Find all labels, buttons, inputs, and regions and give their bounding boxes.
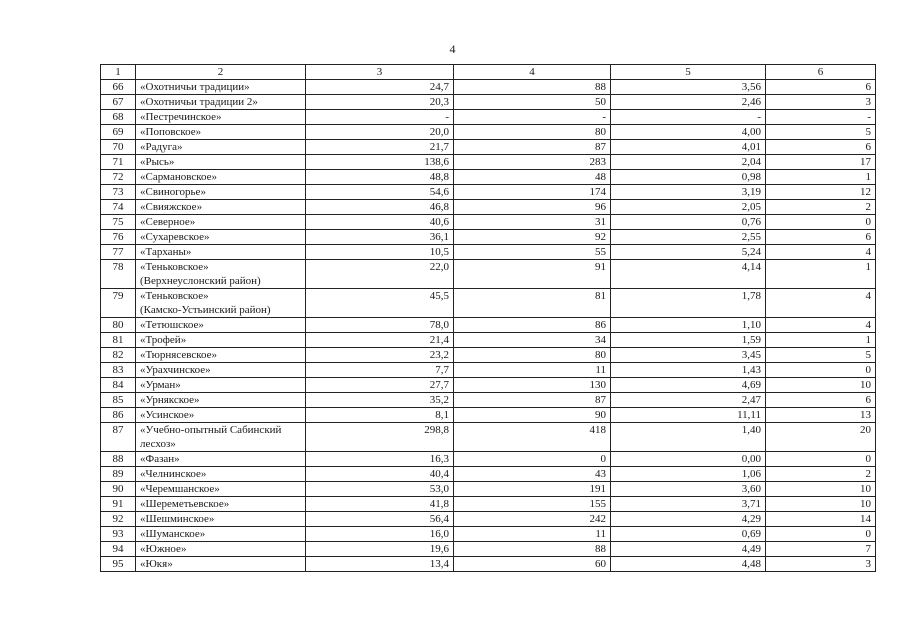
count-cell: 283 (454, 155, 611, 170)
density-cell: 1,43 (611, 363, 766, 378)
table-row (101, 363, 876, 378)
table-row (101, 467, 876, 482)
area-cell: 56,4 (306, 512, 454, 527)
area-cell: 78,0 (306, 318, 454, 333)
density-cell: 4,48 (611, 557, 766, 572)
count-cell: 0 (454, 452, 611, 467)
area-cell: 41,8 (306, 497, 454, 512)
table-row (101, 348, 876, 363)
density-cell: 0,98 (611, 170, 766, 185)
area-cell: 23,2 (306, 348, 454, 363)
hunting-ground-name-cell (136, 80, 306, 95)
area-cell: 53,0 (306, 482, 454, 497)
area-cell: 7,7 (306, 363, 454, 378)
count-cell: 48 (454, 170, 611, 185)
hunting-ground-name-cell (136, 318, 306, 333)
hunting-ground-name-cell (136, 393, 306, 408)
table-row (101, 125, 876, 140)
density-cell: 1,59 (611, 333, 766, 348)
density-cell: 4,01 (611, 140, 766, 155)
name-line: «Урнякское» (140, 394, 200, 406)
quota-cell: 10 (766, 482, 876, 497)
row-number-cell: 67 (101, 95, 136, 110)
row-number-cell: 78 (101, 260, 136, 289)
row-number-cell: 90 (101, 482, 136, 497)
hunting-ground-name-cell (136, 170, 306, 185)
count-cell: 242 (454, 512, 611, 527)
hunting-ground-name-cell (136, 482, 306, 497)
count-cell: 191 (454, 482, 611, 497)
name-line: «Сухаревское» (140, 231, 210, 243)
density-cell: 2,46 (611, 95, 766, 110)
table-body (101, 80, 876, 572)
name-line-continuation: (Камско-Устьинский район) (140, 304, 271, 316)
row-number-cell: 95 (101, 557, 136, 572)
quota-cell: 6 (766, 393, 876, 408)
count-cell: 92 (454, 230, 611, 245)
hunting-ground-name-cell (136, 423, 306, 452)
column-header: 6 (766, 65, 876, 80)
name-line: «Черемшанское» (140, 483, 220, 495)
count-cell: 34 (454, 333, 611, 348)
name-line: «Свияжское» (140, 201, 203, 213)
density-cell: 0,76 (611, 215, 766, 230)
quota-cell: 0 (766, 363, 876, 378)
hunting-ground-name-cell (136, 408, 306, 423)
area-cell: 21,7 (306, 140, 454, 155)
density-cell: 4,69 (611, 378, 766, 393)
table-row (101, 80, 876, 95)
name-line: «Юкя» (140, 558, 173, 570)
name-line: «Челнинское» (140, 468, 207, 480)
name-line: «Поповское» (140, 126, 202, 138)
table-row (101, 333, 876, 348)
table-row (101, 245, 876, 260)
count-cell: 90 (454, 408, 611, 423)
area-cell: 40,4 (306, 467, 454, 482)
density-cell: 3,19 (611, 185, 766, 200)
density-cell: 0,69 (611, 527, 766, 542)
density-cell: 1,06 (611, 467, 766, 482)
count-cell: 60 (454, 557, 611, 572)
quota-cell: 7 (766, 542, 876, 557)
area-cell: 21,4 (306, 333, 454, 348)
hunting-ground-name-cell (136, 215, 306, 230)
density-cell: 4,00 (611, 125, 766, 140)
hunting-ground-name-cell (136, 467, 306, 482)
density-cell: 11,11 (611, 408, 766, 423)
hunting-ground-name-cell (136, 557, 306, 572)
name-line: «Учебно-опытный Сабинский (140, 424, 282, 436)
name-line: «Шереметьевское» (140, 498, 230, 510)
hunting-ground-name-cell (136, 452, 306, 467)
count-cell: 130 (454, 378, 611, 393)
count-cell: 418 (454, 423, 611, 452)
table-header-row (101, 65, 876, 80)
area-cell: 46,8 (306, 200, 454, 215)
row-number-cell: 83 (101, 363, 136, 378)
quota-cell: 2 (766, 200, 876, 215)
area-cell: 27,7 (306, 378, 454, 393)
column-header: 2 (136, 65, 306, 80)
area-cell: 19,6 (306, 542, 454, 557)
table-row (101, 318, 876, 333)
row-number-cell: 89 (101, 467, 136, 482)
row-number-cell: 75 (101, 215, 136, 230)
name-line: «Северное» (140, 216, 196, 228)
name-line: «Трофей» (140, 334, 187, 346)
table-row (101, 542, 876, 557)
count-cell: 50 (454, 95, 611, 110)
hunting-ground-name-cell (136, 125, 306, 140)
count-cell: 86 (454, 318, 611, 333)
count-cell: 31 (454, 215, 611, 230)
hunting-ground-name-cell (136, 110, 306, 125)
area-cell: 8,1 (306, 408, 454, 423)
quota-cell: 0 (766, 215, 876, 230)
row-number-cell: 92 (101, 512, 136, 527)
row-number-cell: 71 (101, 155, 136, 170)
name-line: «Шуманское» (140, 528, 206, 540)
table-row (101, 408, 876, 423)
name-line: «Охотничьи традиции 2» (140, 96, 258, 108)
area-cell: 36,1 (306, 230, 454, 245)
density-cell: 5,24 (611, 245, 766, 260)
quota-cell: 5 (766, 125, 876, 140)
hunting-ground-name-cell (136, 542, 306, 557)
hunting-ground-name-cell (136, 140, 306, 155)
hunting-ground-name-cell (136, 95, 306, 110)
name-line: «Рысь» (140, 156, 175, 168)
hunting-ground-name-cell (136, 512, 306, 527)
area-cell: 20,0 (306, 125, 454, 140)
name-line: «Сармановское» (140, 171, 218, 183)
quota-cell: 14 (766, 512, 876, 527)
count-cell: 174 (454, 185, 611, 200)
name-line: «Охотничьи традиции» (140, 81, 250, 93)
area-cell: 16,0 (306, 527, 454, 542)
quota-cell: 10 (766, 497, 876, 512)
area-cell: 10,5 (306, 245, 454, 260)
count-cell: 80 (454, 348, 611, 363)
table-row (101, 482, 876, 497)
count-cell: 43 (454, 467, 611, 482)
quota-cell: 13 (766, 408, 876, 423)
row-number-cell: 85 (101, 393, 136, 408)
column-header: 4 (454, 65, 611, 80)
density-cell: 4,14 (611, 260, 766, 289)
count-cell: 88 (454, 542, 611, 557)
hunting-ground-name-cell (136, 289, 306, 318)
row-number-cell: 80 (101, 318, 136, 333)
count-cell: 55 (454, 245, 611, 260)
table-row (101, 185, 876, 200)
table-row (101, 140, 876, 155)
table-row (101, 95, 876, 110)
density-cell: 2,55 (611, 230, 766, 245)
density-cell: 2,04 (611, 155, 766, 170)
count-cell: 88 (454, 80, 611, 95)
row-number-cell: 91 (101, 497, 136, 512)
table-row (101, 110, 876, 125)
area-cell: 298,8 (306, 423, 454, 452)
table-row (101, 512, 876, 527)
hunting-ground-name-cell (136, 497, 306, 512)
name-line: «Пестречинское» (140, 111, 222, 123)
density-cell: 1,10 (611, 318, 766, 333)
column-header: 5 (611, 65, 766, 80)
quota-cell: 2 (766, 467, 876, 482)
count-cell: 80 (454, 125, 611, 140)
area-cell: 16,3 (306, 452, 454, 467)
quota-cell: 6 (766, 140, 876, 155)
count-cell: 87 (454, 393, 611, 408)
column-header: 1 (101, 65, 136, 80)
area-cell: 20,3 (306, 95, 454, 110)
area-cell: - (306, 110, 454, 125)
row-number-cell: 66 (101, 80, 136, 95)
count-cell: 96 (454, 200, 611, 215)
row-number-cell: 69 (101, 125, 136, 140)
hunting-ground-name-cell (136, 185, 306, 200)
count-cell: 155 (454, 497, 611, 512)
density-cell: 3,45 (611, 348, 766, 363)
quota-cell: 4 (766, 289, 876, 318)
quota-cell: 6 (766, 80, 876, 95)
name-line-continuation: лесхоз» (140, 438, 176, 450)
hunting-ground-name-cell (136, 260, 306, 289)
table-row (101, 497, 876, 512)
density-cell: 3,56 (611, 80, 766, 95)
row-number-cell: 81 (101, 333, 136, 348)
area-cell: 22,0 (306, 260, 454, 289)
quota-cell: 5 (766, 348, 876, 363)
table-row (101, 378, 876, 393)
area-cell: 45,5 (306, 289, 454, 318)
table-row (101, 557, 876, 572)
hunting-ground-name-cell (136, 245, 306, 260)
area-cell: 48,8 (306, 170, 454, 185)
row-number-cell: 68 (101, 110, 136, 125)
hunting-ground-name-cell (136, 378, 306, 393)
data-table (100, 64, 876, 572)
density-cell: 1,78 (611, 289, 766, 318)
name-line: «Теньковское» (140, 261, 209, 273)
table-row (101, 215, 876, 230)
count-cell: 81 (454, 289, 611, 318)
density-cell: 4,29 (611, 512, 766, 527)
density-cell: 1,40 (611, 423, 766, 452)
area-cell: 40,6 (306, 215, 454, 230)
table-row (101, 393, 876, 408)
area-cell: 138,6 (306, 155, 454, 170)
table-row (101, 155, 876, 170)
quota-cell: 1 (766, 170, 876, 185)
row-number-cell: 86 (101, 408, 136, 423)
hunting-ground-name-cell (136, 155, 306, 170)
density-cell: 3,71 (611, 497, 766, 512)
count-cell: 91 (454, 260, 611, 289)
row-number-cell: 76 (101, 230, 136, 245)
name-line: «Южное» (140, 543, 187, 555)
table-row (101, 200, 876, 215)
row-number-cell: 77 (101, 245, 136, 260)
name-line: «Усинское» (140, 409, 195, 421)
count-cell: - (454, 110, 611, 125)
row-number-cell: 88 (101, 452, 136, 467)
name-line: «Свиногорье» (140, 186, 206, 198)
table-row (101, 289, 876, 318)
density-cell: 3,60 (611, 482, 766, 497)
name-line: «Урахчинское» (140, 364, 211, 376)
quota-cell: 0 (766, 452, 876, 467)
row-number-cell: 87 (101, 423, 136, 452)
name-line-continuation: (Верхнеуслонский район) (140, 275, 261, 287)
row-number-cell: 94 (101, 542, 136, 557)
quota-cell: 1 (766, 260, 876, 289)
density-cell: 0,00 (611, 452, 766, 467)
area-cell: 54,6 (306, 185, 454, 200)
name-line: «Теньковское» (140, 290, 209, 302)
hunting-ground-name-cell (136, 333, 306, 348)
area-cell: 35,2 (306, 393, 454, 408)
count-cell: 11 (454, 363, 611, 378)
hunting-ground-name-cell (136, 230, 306, 245)
quota-cell: 1 (766, 333, 876, 348)
density-cell: 4,49 (611, 542, 766, 557)
hunting-ground-name-cell (136, 200, 306, 215)
count-cell: 87 (454, 140, 611, 155)
quota-cell: 6 (766, 230, 876, 245)
name-line: «Тюрнясевское» (140, 349, 218, 361)
count-cell: 11 (454, 527, 611, 542)
quota-cell: 10 (766, 378, 876, 393)
quota-cell: 3 (766, 557, 876, 572)
quota-cell: 17 (766, 155, 876, 170)
row-number-cell: 74 (101, 200, 136, 215)
quota-cell: - (766, 110, 876, 125)
row-number-cell: 84 (101, 378, 136, 393)
quota-cell: 4 (766, 245, 876, 260)
row-number-cell: 73 (101, 185, 136, 200)
hunting-ground-name-cell (136, 348, 306, 363)
name-line: «Тарханы» (140, 246, 192, 258)
quota-cell: 3 (766, 95, 876, 110)
table-row (101, 260, 876, 289)
name-line: «Шешминское» (140, 513, 215, 525)
hunting-ground-name-cell (136, 363, 306, 378)
table-row (101, 230, 876, 245)
row-number-cell: 82 (101, 348, 136, 363)
name-line: «Урман» (140, 379, 181, 391)
quota-cell: 12 (766, 185, 876, 200)
quota-cell: 0 (766, 527, 876, 542)
table-row (101, 423, 876, 452)
table-row (101, 527, 876, 542)
table-row (101, 170, 876, 185)
density-cell: 2,05 (611, 200, 766, 215)
quota-cell: 4 (766, 318, 876, 333)
table-row (101, 452, 876, 467)
row-number-cell: 79 (101, 289, 136, 318)
row-number-cell: 72 (101, 170, 136, 185)
density-cell: - (611, 110, 766, 125)
area-cell: 13,4 (306, 557, 454, 572)
quota-cell: 20 (766, 423, 876, 452)
row-number-cell: 70 (101, 140, 136, 155)
name-line: «Тетюшское» (140, 319, 204, 331)
name-line: «Радуга» (140, 141, 183, 153)
hunting-ground-name-cell (136, 527, 306, 542)
column-header: 3 (306, 65, 454, 80)
row-number-cell: 93 (101, 527, 136, 542)
density-cell: 2,47 (611, 393, 766, 408)
page-number: 4 (449, 42, 456, 56)
name-line: «Фазан» (140, 453, 180, 465)
area-cell: 24,7 (306, 80, 454, 95)
